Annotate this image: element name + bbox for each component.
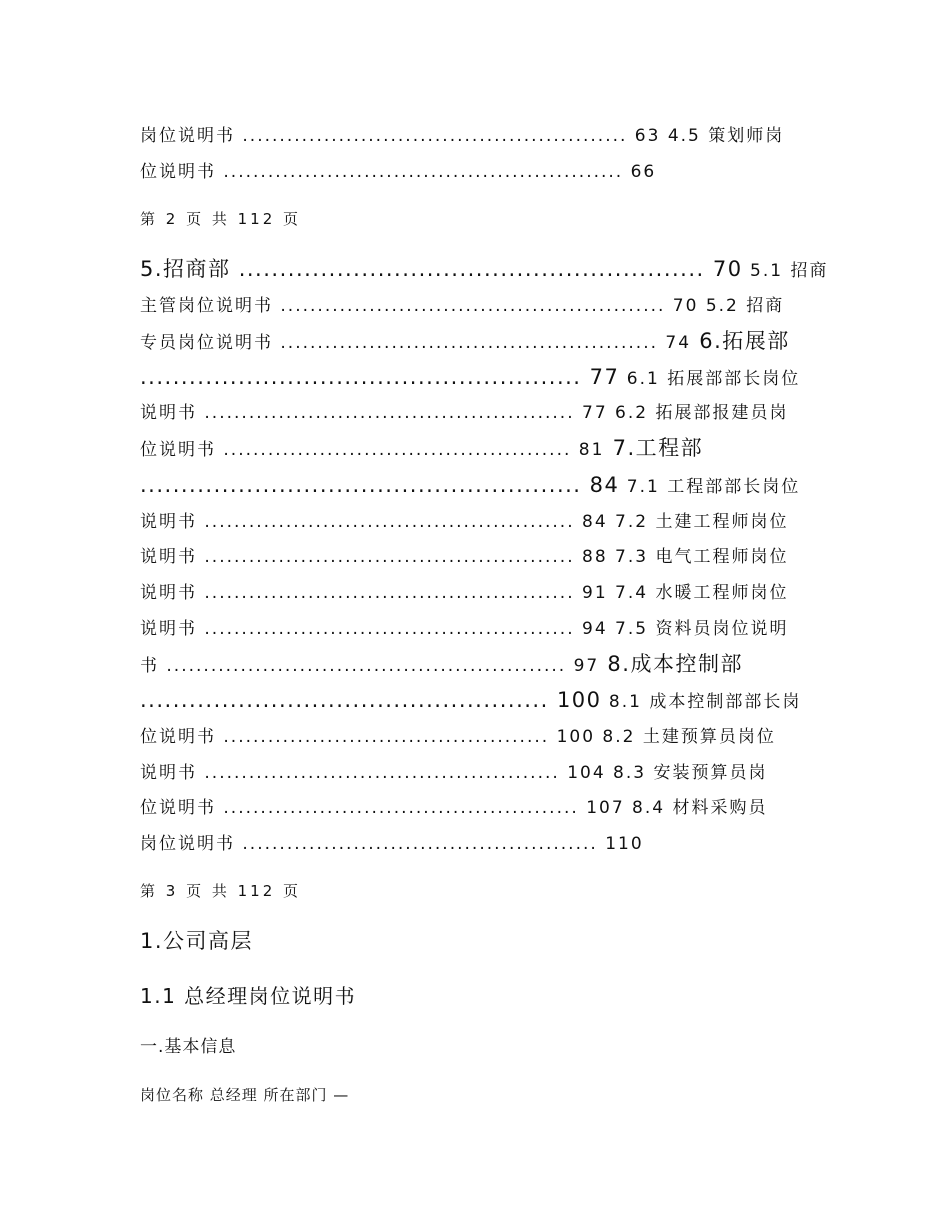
- section-heading-1: 1.公司高层: [140, 929, 254, 953]
- toc-chapter-entry: 6.拓展部: [691, 329, 790, 353]
- toc-line: [140, 689, 801, 713]
- toc-entry-tail: 5.1 招商: [742, 261, 829, 281]
- toc-line: 说明书 .................................................. 91 7.4 水暖工程师岗位: [140, 583, 789, 603]
- toc-line: 位说明书 ............................................ 100 8.2 土建预算员岗位: [140, 727, 776, 747]
- toc-entry-tail: 6.1 拓展部部长岗位: [619, 369, 801, 389]
- toc-line: [140, 474, 800, 498]
- toc-line: 说明书 .................................................. 88 7.3 电气工程师岗位: [140, 547, 789, 567]
- toc-line: [140, 330, 790, 354]
- toc-line: [140, 258, 828, 282]
- toc-line: 岗位说明书 .................................................... 63 4.5 策划师岗: [140, 126, 785, 146]
- toc-chapter-entry: .................................................. 100: [140, 688, 602, 712]
- toc-chapter-entry: 5.招商部 ......................................................... 70: [140, 257, 743, 281]
- toc-line: 位说明书 ...................................................... 66: [140, 162, 657, 182]
- toc-chapter-entry: 8.成本控制部: [599, 652, 743, 676]
- page-footer: 第 3 页 共 112 页: [140, 882, 302, 900]
- toc-line: 说明书 .................................................. 94 7.5 资料员岗位说明: [140, 619, 789, 639]
- toc-line: 说明书 .................................................. 77 6.2 拓展部报建员岗: [140, 403, 789, 423]
- toc-chapter-entry: ...................................................... 84: [140, 473, 620, 497]
- toc-line: [140, 366, 800, 390]
- toc-entry-tail: 8.1 成本控制部部长岗: [601, 692, 802, 712]
- toc-entry: 书 ...................................................... 97: [140, 656, 600, 676]
- toc-line: [140, 653, 743, 677]
- toc-entry: 位说明书 ............................................... 81: [140, 440, 605, 460]
- section-heading-2: 1.1 总经理岗位说明书: [140, 984, 357, 1008]
- page-footer: 第 2 页 共 112 页: [140, 210, 302, 228]
- toc-line: 位说明书 ................................................ 107 8.4 材料采购员: [140, 798, 768, 818]
- toc-chapter-entry: 7.工程部: [604, 436, 704, 460]
- toc-chapter-entry: ...................................................... 77: [140, 365, 620, 389]
- toc-line: 岗位说明书 ................................................ 110: [140, 834, 644, 854]
- section-heading-3: 一.基本信息: [140, 1037, 237, 1057]
- toc-line: 说明书 ................................................ 104 8.3 安装预算员岗: [140, 763, 768, 783]
- toc-entry-tail: 7.1 工程部部长岗位: [619, 477, 801, 497]
- toc-line: 说明书 .................................................. 84 7.2 土建工程师岗位: [140, 512, 789, 532]
- toc-entry: 专员岗位说明书 ................................................... 74: [140, 333, 692, 353]
- toc-line: 主管岗位说明书 .................................................... 70 5.2 招商: [140, 296, 785, 316]
- basic-info-line: 岗位名称 总经理 所在部门 —: [140, 1086, 350, 1104]
- toc-line: [140, 437, 703, 461]
